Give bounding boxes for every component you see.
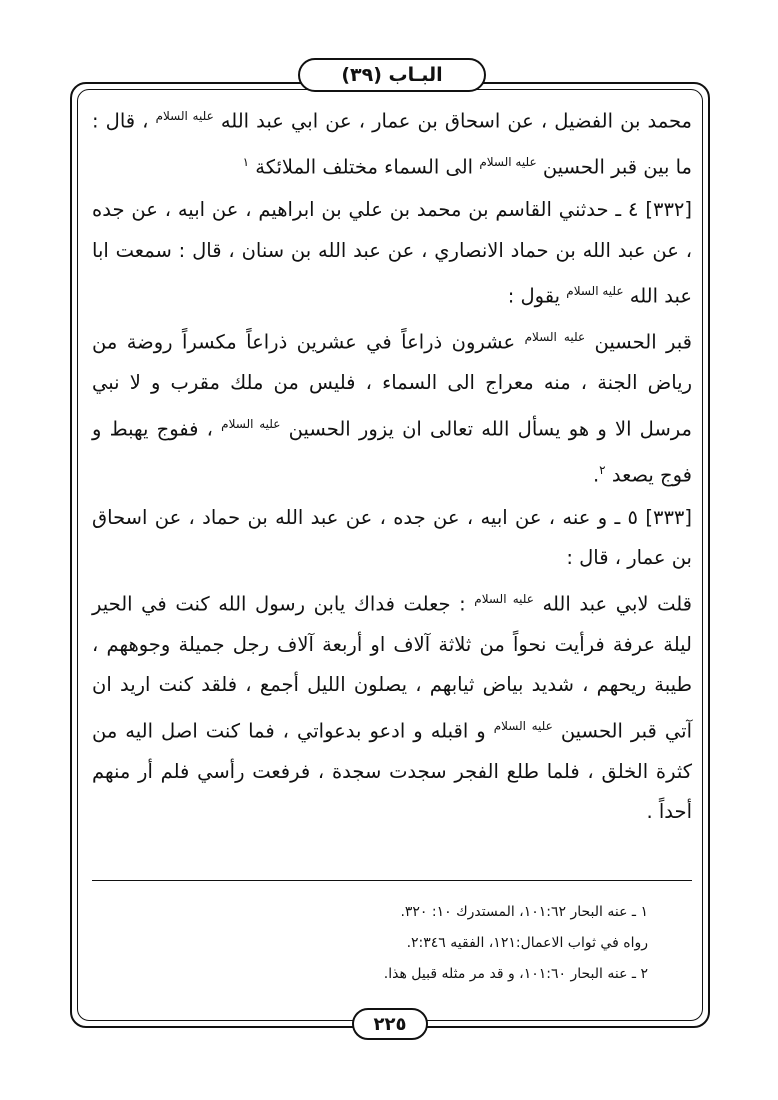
paragraph-1: محمد بن الفضيل ، عن اسحاق بن عمار ، عن ابي عبد الله $^{عليه السلام}$ ، قال : ما بين قبر الحسين $^{عليه السلام}$ الى السماء مختلف الملائكة $^١$: [92, 109, 693, 179]
paragraph-2: [٣٣٢] ٤ ـ حدثني القاسم بن محمد بن علي بن ابراهيم ، عن ابيه ، عن جده ، عن عبد الله بن حماد الانصاري ، عن عبد الله بن سنان ، قال : سمعت ابا عبد الله $^{عليه السلام}$ يقول :: [92, 198, 692, 308]
page-number: ٢٢٥: [373, 1013, 407, 1035]
honorific-glyph: عليه السلام: [566, 284, 624, 298]
chapter-title-text: البـاب (٣٩): [341, 64, 443, 86]
page-number-box: [352, 1008, 428, 1040]
paragraph-4: [٣٣٣] ٥ ـ و عنه ، عن ابيه ، عن جده ، عن عبد الله بن حماد ، عن اسحاق بن عمار ، قال :: [92, 505, 693, 569]
honorific-glyph: عليه السلام: [493, 718, 553, 733]
main-text: [92, 96, 692, 833]
paragraph-3: قبر الحسين $^{عليه السلام}$ عشرون ذراعاً في عشرين ذراعاً مكسراً روضة من رياض الجنة ، منه معراج الى السماء ، فليس من ملك مقرب و لا نبي مرسل الا و هو يسأل الله تعالى ان يزور الحسين $^{عليه السلام}$ ، ففوج يهبط و فوج يصعد $^٢$.: [92, 330, 692, 486]
footnote-2: رواه في ثواب الاعمال:١٢١، الفقيه ٢:٣٤٦.: [406, 935, 648, 951]
footnote-3: ٢ ـ عنه البحار ١٠١:٦٠، و قد مر مثله قبيل هذا.: [383, 966, 648, 982]
honorific-glyph: عليه السلام: [155, 109, 214, 123]
footnote-ref-1: ١: [242, 155, 250, 169]
chapter-title: [298, 58, 486, 92]
honorific-glyph: عليه السلام: [474, 591, 534, 606]
footnote-ref-2: ٢: [599, 462, 606, 477]
paragraph-5: قلت لابي عبد الله $^{عليه السلام}$ : جعلت فداك يابن رسول الله كنت في الحير ليلة عرفة فرأيت نحواً من ثلاثة آلاف او أربعة آلاف رجل جميلة وجوههم ، طيبة ريحهم ، شديد بياض ثيابهم ، يصلون الليل أجمع ، فلقد كنت اريد ان آتي قبر الحسين $^{عليه السلام}$ و اقبله و ادعو بدعواتي ، فما كنت اصل اليه من كثرة الخلق ، فلما طلع الفجر سجدت سجدة ، فرفعت رأسي فلم أر منهم أحداً .: [92, 591, 692, 823]
honorific-glyph: عليه السلام: [524, 330, 586, 344]
honorific-glyph: عليه السلام: [221, 416, 281, 431]
footnotes: [92, 897, 692, 990]
footnote-1: ١ ـ عنه البحار ١٠١:٦٢، المستدرك ١٠: ٣٢٠.: [400, 904, 648, 920]
honorific-glyph: عليه السلام: [479, 155, 537, 169]
footnote-divider: [92, 880, 692, 881]
